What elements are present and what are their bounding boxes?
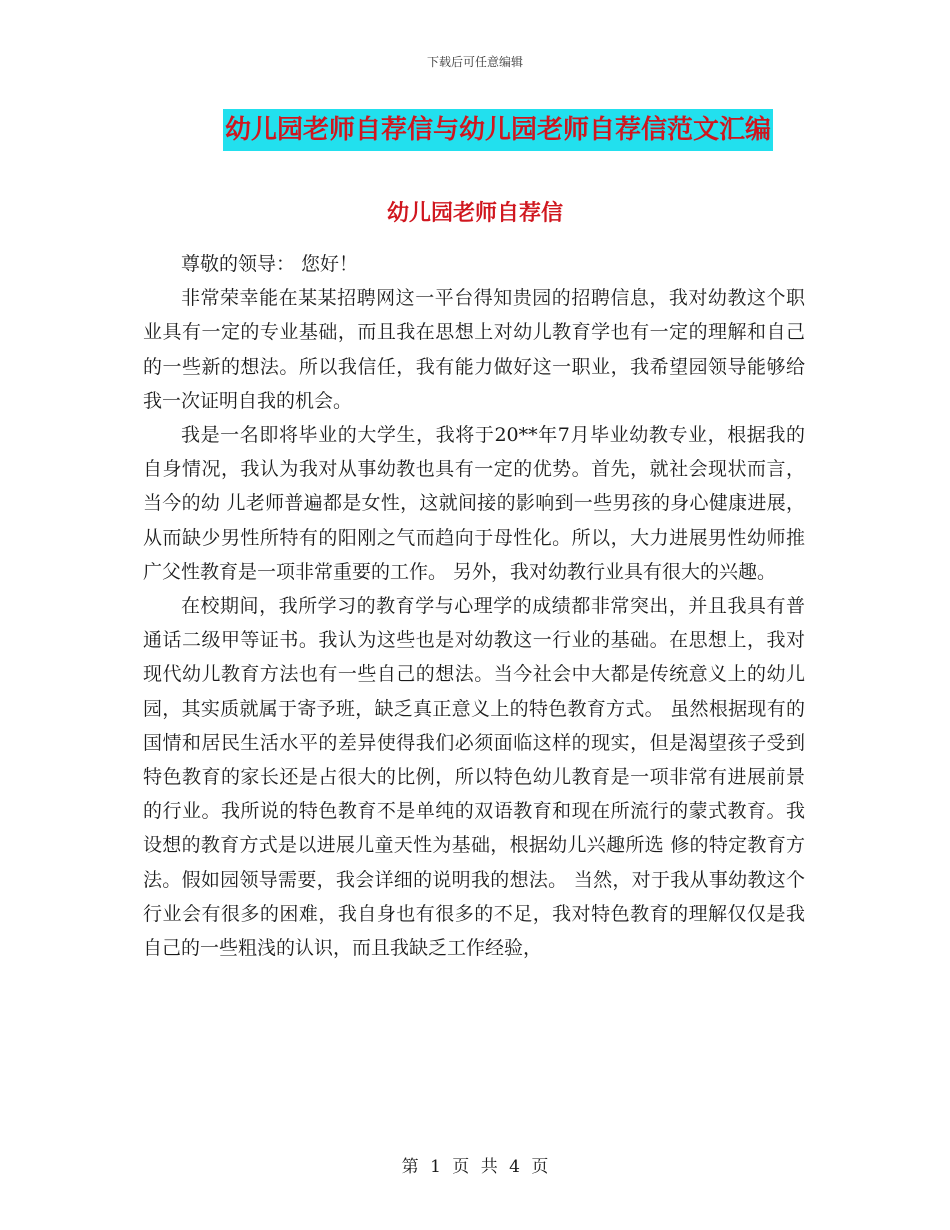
body-paragraph: 非常荣幸能在某某招聘网这一平台得知贵园的招聘信息，我对幼教这个职业具有一定的专业基础，而且我在思想上对幼儿教育学也有一定的理解和自己的一些新的想法。所以我信任，我有能力做好这一职业，我希望园领导能够给我一次证明自我的机会。 [143, 287, 805, 412]
sub-title: 幼儿园老师自荐信 [386, 201, 563, 226]
page-footer: 第 1 页 共 4 页 [401, 1157, 549, 1177]
header-note: 下载后可任意编辑 [426, 55, 523, 69]
greeting-paragraph: 尊敬的领导： 您好！ [181, 253, 359, 275]
letter-body [143, 247, 805, 965]
body-paragraph: 在校期间，我所学习的教育学与心理学的成绩都非常突出，并且我具有普通话二级甲等证书。我认为这些也是对幼教这一行业的基础。在思想上，我对现代幼儿教育方法也有一些自己的想法。当今社会中大都是传统意义上的幼儿园，其实质就属于寄予班，缺乏真正意义上的特色教育方式。 虽然根据现有的国情和居民生活水平的差异使得我们必须面临这样的现实，但是渴望孩子受到特色教育的家长还是占很大的比例，所以特色幼儿教育是一项非常有进展前景的行业。我所说的特色教育不是单纯的双语教育和现在所流行的蒙式教育。我设想的教育方式是以进展儿童天性为基础，根据幼儿兴趣所选 修的特定教育方法。假如园领导需要，我会详细的说明我的想法。 当然，对于我从事幼教这个行业会有很多的困难，我自身也有很多的不足，我对特色教育的理解仅仅是我自己的一些粗浅的认识，而且我缺乏工作经验， [143, 595, 805, 960]
main-title-text: 幼儿园老师自荐信与幼儿园老师自荐信范文汇编 [223, 109, 773, 151]
body-paragraph: 我是一名即将毕业的大学生，我将于20**年7月毕业幼教专业，根据我的自身情况，我认为我对从事幼教也具有一定的优势。首先，就社会现状而言，当今的幼 儿老师普遍都是女性，这就间接的影响到一些男孩的身心健康进展，从而缺少男性所特有的阳刚之气而趋向于母性化。所以，大力进展男性幼师推广父性教育是一项非常重要的工作。 另外，我对幼教行业具有很大的兴趣。 [143, 424, 805, 583]
main-title [0, 108, 950, 152]
